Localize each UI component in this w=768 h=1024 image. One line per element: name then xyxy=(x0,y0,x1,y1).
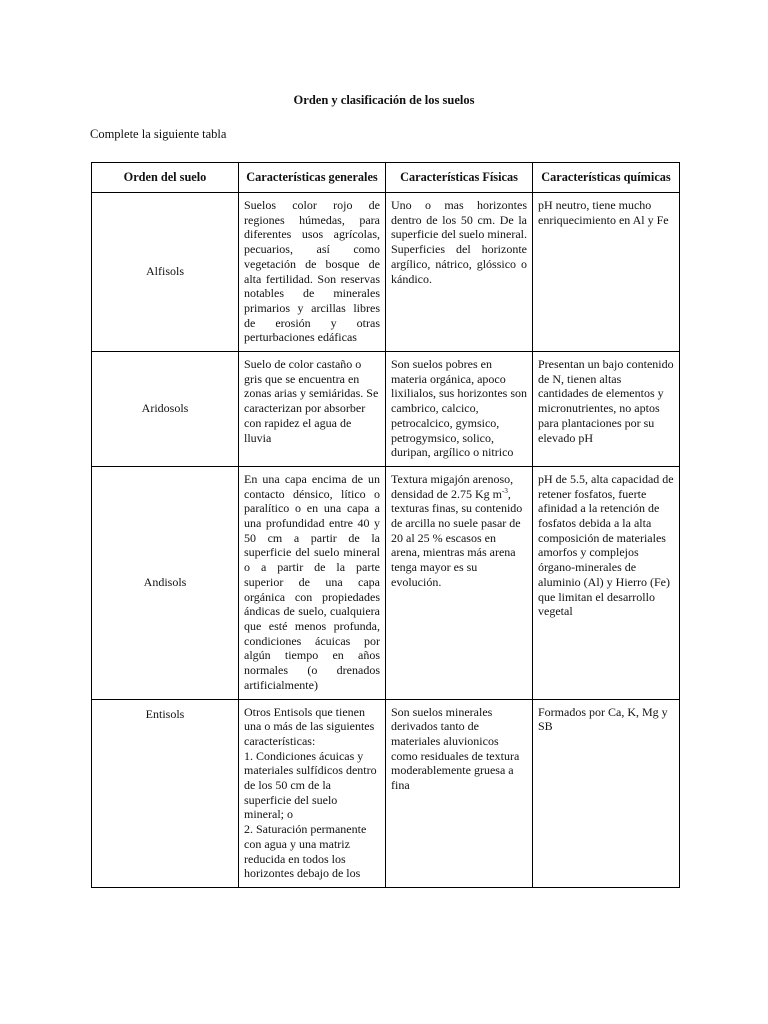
table-row xyxy=(92,352,680,467)
soil-classification-table xyxy=(91,162,680,888)
table-row xyxy=(92,466,680,699)
table-row xyxy=(92,699,680,887)
physical-text-end: , texturas finas, su contenido de arcilla no suele pasar de 20 al 25 % escasos en arena, mientras más arena tenga mayor es su evolución. xyxy=(391,486,523,589)
physical-characteristics-cell: Son suelos minerales derivados tanto de materiales aluvionicos como residuales de textura moderablemente gruesa a fina xyxy=(386,699,533,887)
document-title: Orden y clasificación de los suelos xyxy=(293,93,475,107)
instruction-text: Complete la siguiente tabla xyxy=(90,127,227,141)
physical-text-start: Textura migajón arenoso, densidad de 2.75 Kg m xyxy=(391,471,514,501)
header-soil-order: Orden del suelo xyxy=(92,163,239,193)
chemical-characteristics-cell: pH de 5.5, alta capacidad de retener fosfatos, fuerte afinidad a la retención de fosfatos debida a la alta composición de materiales amorfos y complejos órgano-minerales de aluminio (Al) y Hierro (Fe) que limitan el desarrollo vegetal xyxy=(533,466,680,699)
general-characteristics-cell: Otros Entisols que tienen una o más de las siguientes características: 1. Condiciones ácuicas y materiales sulfídicos dentro de los 50 cm de la superficie del suelo mineral; o 2. Saturación permanente con agua y una matriz reducida en todos los horizontes debajo de los xyxy=(239,699,386,887)
soil-order-cell: Alfisols xyxy=(92,193,239,352)
soil-order-cell: Andisols xyxy=(92,466,239,699)
header-chemical-characteristics: Características químicas xyxy=(533,163,680,193)
general-characteristics-cell: Suelos color rojo de regiones húmedas, para diferentes usos agrícolas, pecuarios, así como vegetación de bosque de alta fertilidad. Son reservas notables de minerales primarios y arcillas libres de erosión y otras perturbaciones edáficas xyxy=(239,193,386,352)
soil-order-cell: Aridosols xyxy=(92,352,239,467)
soil-order-cell: Entisols xyxy=(92,699,239,887)
chemical-characteristics-cell: pH neutro, tiene mucho enriquecimiento en Al y Fe xyxy=(533,193,680,352)
general-characteristics-cell: Suelo de color castaño o gris que se encuentra en zonas arias y semiáridas. Se caracterizan por absorber con rapidez el agua de lluvia xyxy=(239,352,386,467)
header-general-characteristics: Características generales xyxy=(239,163,386,193)
general-characteristics-cell: En una capa encima de un contacto dénsico, lítico o paralítico o en una capa a una profundidad entre 40 y 50 cm a partir de la superficie del suelo mineral o a partir de la parte superior de una capa orgánica con propiedades ándicas de suelo, cualquiera que esté menos profunda, condiciones ácuicas por algún tiempo en años normales (o drenados artificialmente) xyxy=(239,466,386,699)
physical-characteristics-cell: Son suelos pobres en materia orgánica, apoco lixilialos, sus horizontes son cambrico, calcico, petrocalcico, gymsico, petrogymsico, solico, duripan, argílico o nitrico xyxy=(386,352,533,467)
physical-characteristics-cell: Uno o mas horizontes dentro de los 50 cm. De la superficie del suelo mineral. Superficies del horizonte argílico, nátrico, glóssico o kándico. xyxy=(386,193,533,352)
chemical-characteristics-cell: Formados por Ca, K, Mg y SB xyxy=(533,699,680,887)
table-row xyxy=(92,193,680,352)
unit-exponent: -3 xyxy=(501,486,508,495)
physical-characteristics-cell xyxy=(386,466,533,699)
header-physical-characteristics: Características Físicas xyxy=(386,163,533,193)
chemical-characteristics-cell: Presentan un bajo contenido de N, tienen altas cantidades de elementos y micronutrientes, no aptos para plantaciones por su elevado pH xyxy=(533,352,680,467)
table-header-row xyxy=(92,163,680,193)
